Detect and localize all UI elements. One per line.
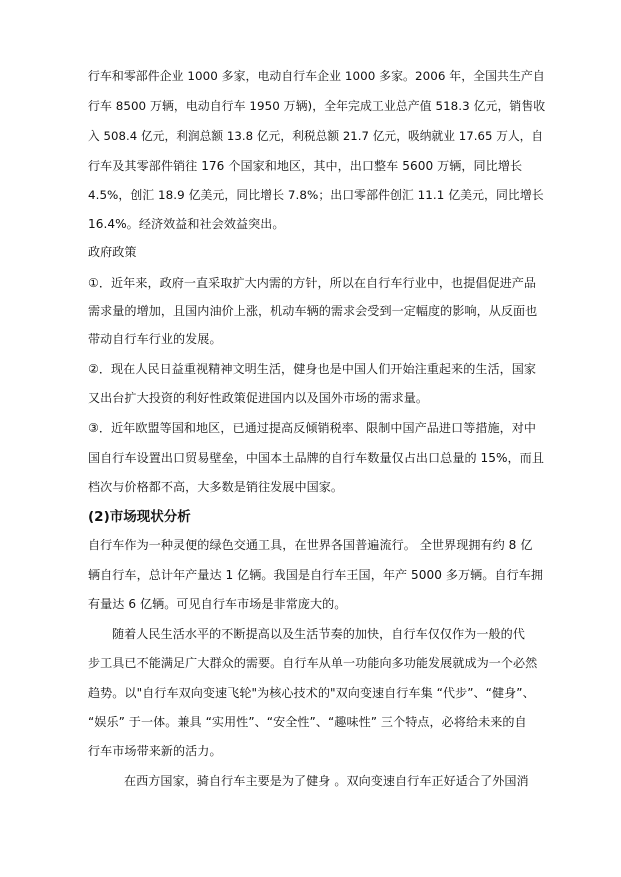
list-item-1-line: 需求量的增加，且国内油价上涨，机动车辆的需求会受到一定幅度的影响，从反面也 — [88, 304, 538, 318]
paragraph-line: 在西方国家，骑自行车主要是为了健身 。双向变速自行车正好适合了外国消 — [124, 774, 529, 788]
list-item-3-line: 国自行车设置出口贸易壁垒，中国本土品牌的自行车数量仅占出口总量的 15%，而且 — [88, 451, 544, 465]
paragraph-line: 行车 8500 万辆，电动自行车 1950 万辆)，全年完成工业总产值 518.3 亿元，销售收 — [88, 99, 546, 113]
paragraph-line: 趋势。以"自行车双向变速飞轮"为核心技术的"双向变速自行车集 “代步”、“健身”、 — [88, 686, 535, 700]
paragraph-line: 行车和零部件企业 1000 多家，电动自行车企业 1000 多家。2006 年，全国共生产自 — [88, 69, 545, 83]
paragraph-line: 有量达 6 亿辆。可见自行车市场是非常庞大的。 — [88, 597, 347, 611]
list-item-1-line: 带动自行车行业的发展。 — [88, 332, 222, 346]
paragraph-line: 随着人民生活水平的不断提高以及生活节奏的加快，自行车仅仅作为一般的代 — [112, 627, 525, 641]
paragraph-line: 自行车作为一种灵便的绿色交通工具，在世界各国普遍流行。 全世界现拥有约 8 亿 — [88, 538, 533, 552]
paragraph-line: 行车及其零部件销往 176 个国家和地区，其中，出口整车 5600 万辆，同比增长 — [88, 159, 523, 173]
paragraph-line: 16.4%。经济效益和社会效益突出。 — [88, 217, 285, 231]
paragraph-line: 入 508.4 亿元，利润总额 13.8 亿元，利税总额 21.7 亿元，吸纳就业 17.65 万人，自 — [88, 129, 544, 143]
paragraph-line: 4.5%，创汇 18.9 亿美元，同比增长 7.8%；出口零部件创汇 11.1 亿美元，同比增长 — [88, 188, 544, 202]
section-heading-market-analysis: (2)市场现状分析 — [88, 509, 191, 525]
paragraph-line: 辆自行车，总计年产量达 1 亿辆。我国是自行车王国，年产 5000 多万辆。自行车拥 — [88, 568, 544, 582]
list-item-3-line: ③．近年欧盟等国和地区，已通过提高反倾销税率、限制中国产品进口等措施，对中 — [88, 421, 537, 435]
list-item-2-line: ②．现在人民日益重视精神文明生活，健身也是中国人们开始注重起来的生活，国家 — [88, 362, 537, 376]
section-subtitle-government-policy: 政府政策 — [88, 245, 137, 259]
paragraph-line: 行车市场带来新的活力。 — [88, 744, 222, 758]
list-item-3-line: 档次与价格都不高，大多数是销往发展中国家。 — [88, 480, 344, 494]
list-item-1-line: ①．近年来，政府一直采取扩大内需的方针，所以在自行车行业中，也提倡促进产品 — [88, 276, 537, 290]
list-item-2-line: 又出台扩大投资的利好性政策促进国内以及国外市场的需求量。 — [88, 391, 429, 405]
paragraph-line: 步工具已不能满足广大群众的需要。自行车从单一功能向多功能发展就成为一个必然 — [88, 656, 538, 670]
paragraph-line: “娱乐” 于一体。兼具 “实用性”、“安全性”、“趣味性” 三个特点，必将给未来的自 — [88, 715, 527, 729]
